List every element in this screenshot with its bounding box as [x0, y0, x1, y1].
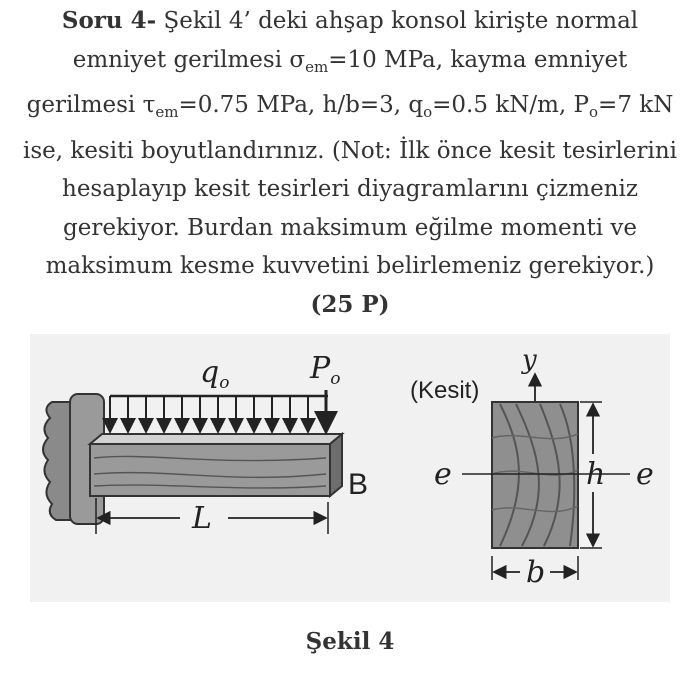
- problem-points: (25 P): [310, 290, 390, 318]
- length-label: L: [192, 501, 212, 536]
- neutral-axis-label-right: e: [636, 457, 654, 492]
- neutral-axis-label-left: e: [434, 457, 452, 492]
- problem-text-2: =10 MPa, kayma emniyet gerilmesi τ: [26, 46, 628, 118]
- height-label: h: [586, 457, 606, 492]
- q-load-label: $q_o$: [200, 355, 230, 393]
- length-dimension: [96, 498, 328, 534]
- wood-cross-section: [492, 402, 578, 548]
- p-subscript: o: [589, 103, 599, 121]
- width-label: b: [526, 555, 546, 590]
- figure-drawing: [30, 334, 670, 602]
- problem-label: Soru 4-: [61, 7, 157, 34]
- problem-statement: [22, 2, 678, 324]
- problem-text-3: =0.75 MPa, h/b=3, q: [178, 92, 424, 118]
- p-load-label: $P_o$: [310, 351, 341, 389]
- q-subscript: o: [423, 103, 433, 121]
- problem-text-1: Şekil 4’ deki ahşap konsol kirişte normal emniyet gerilmesi σ: [72, 8, 639, 73]
- cantilever-beam: [90, 434, 342, 496]
- y-axis-label: y: [522, 345, 537, 375]
- end-b-label: B: [348, 468, 369, 501]
- sigma-subscript: em: [305, 57, 329, 76]
- problem-text-5: =7 kN ise, kesiti boyutlandırınız. (Not: İlk önce kesit tesirlerini hesaplayıp kesit tesirleri diyagramlarını çizmeniz gerekiyor. Burdan maksimum eğilme momenti ve maksimum kesme kuvvetini belirlemeniz gerekiyor.): [22, 92, 677, 279]
- distributed-load: [110, 396, 328, 432]
- figure-4: [30, 334, 670, 602]
- section-title: (Kesit): [410, 377, 480, 404]
- figure-caption: Şekil 4: [305, 628, 395, 655]
- problem-text-4: =0.5 kN/m, P: [432, 92, 590, 118]
- tau-subscript: em: [155, 103, 179, 121]
